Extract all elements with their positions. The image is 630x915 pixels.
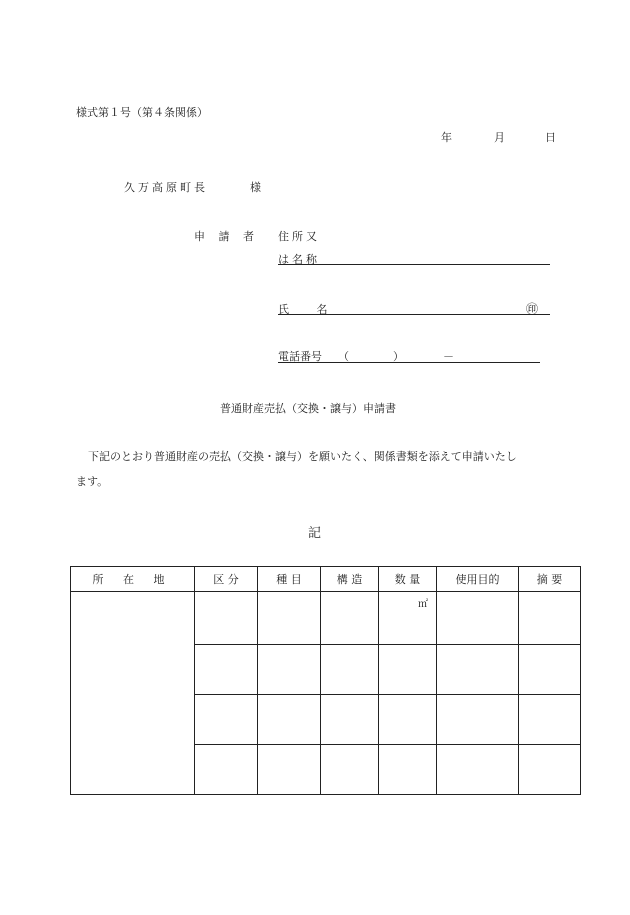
table-cell[interactable]: [437, 592, 519, 645]
body-text-line1: 下記のとおり普通財産の売払（交換・譲与）を願いたく、関係書類を添えて申請いたし: [88, 450, 517, 463]
header-structure: 構 造: [321, 567, 379, 592]
table-cell[interactable]: [379, 695, 437, 745]
document-title: 普通財産売払（交換・譲与）申請書: [220, 402, 396, 415]
addressee-name: 久万高原町長: [124, 181, 208, 194]
phone-open-paren: （: [338, 350, 349, 363]
header-purpose: 使用目的: [437, 567, 519, 592]
table-row: [71, 592, 581, 645]
date-year: 年: [441, 131, 452, 144]
table-cell[interactable]: [437, 645, 519, 695]
square-meter-unit: ㎡: [418, 599, 428, 610]
address-label-line2: は名称: [278, 253, 320, 266]
table-cell[interactable]: [379, 645, 437, 695]
table-cell[interactable]: [437, 695, 519, 745]
table-cell[interactable]: [258, 645, 321, 695]
table-cell[interactable]: [258, 745, 321, 795]
name-label: 氏 名: [278, 303, 340, 316]
addressee-honorific: 様: [250, 181, 261, 194]
property-table: [70, 566, 581, 795]
table-cell[interactable]: [437, 745, 519, 795]
applicant-label: 申 請 者: [194, 230, 259, 243]
table-header-row: [71, 567, 581, 592]
phone-label: 電話番号: [278, 350, 322, 363]
table-cell[interactable]: [195, 745, 258, 795]
table-cell[interactable]: [321, 645, 379, 695]
table-cell[interactable]: [519, 645, 581, 695]
table-cell[interactable]: [519, 695, 581, 745]
table-cell[interactable]: [519, 745, 581, 795]
table-cell[interactable]: [519, 592, 581, 645]
table-cell[interactable]: [195, 592, 258, 645]
date-day: 日: [545, 131, 556, 144]
table-cell[interactable]: [195, 695, 258, 745]
body-text-line2: ます。: [76, 475, 109, 488]
header-type: 種 目: [258, 567, 321, 592]
table-cell[interactable]: [379, 745, 437, 795]
name-field[interactable]: [278, 314, 550, 315]
table-cell[interactable]: [321, 745, 379, 795]
phone-field[interactable]: [278, 362, 540, 363]
phone-close-paren: ）: [393, 350, 404, 363]
table-cell[interactable]: [321, 592, 379, 645]
table-cell[interactable]: [195, 645, 258, 695]
table-cell[interactable]: [258, 592, 321, 645]
table-cell[interactable]: [321, 695, 379, 745]
date-month: 月: [494, 131, 505, 144]
header-remarks: 摘 要: [519, 567, 581, 592]
phone-dash: －: [443, 350, 454, 363]
header-quantity: 数 量: [379, 567, 437, 592]
table-cell[interactable]: [258, 695, 321, 745]
form-number: 様式第１号（第４条関係）: [76, 106, 208, 119]
quantity-cell[interactable]: [379, 592, 437, 645]
header-location: 所 在 地: [71, 567, 195, 592]
header-category: 区 分: [195, 567, 258, 592]
section-heading: 記: [308, 526, 322, 541]
location-cell[interactable]: [71, 592, 195, 795]
address-label-line1: 住所又: [278, 230, 320, 243]
seal-mark: ㊞: [526, 302, 539, 316]
address-field[interactable]: [278, 264, 550, 265]
